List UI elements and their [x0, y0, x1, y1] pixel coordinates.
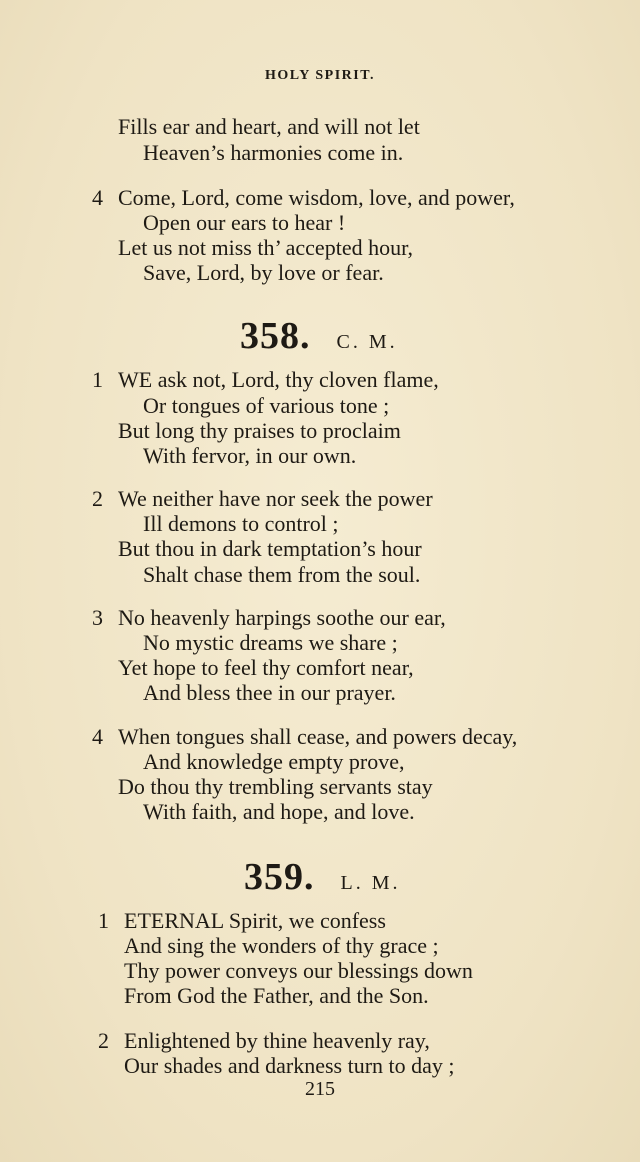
running-head: HOLY SPIRIT.: [264, 68, 376, 83]
verse-number: 3: [92, 605, 103, 630]
verse-line: Thy power conveys our blessings down: [124, 958, 473, 983]
page-number: 215: [305, 1078, 335, 1100]
verse-line: Enlightened by thine heavenly ray,: [124, 1028, 430, 1053]
verse-line: And sing the wonders of thy grace ;: [124, 933, 439, 958]
verse-line: ETERNAL Spirit, we confess: [124, 908, 386, 933]
verse-number: 4: [92, 724, 103, 749]
verse-number: 1: [92, 367, 103, 392]
verse-number: 4: [92, 185, 103, 210]
verse-line: And bless thee in our prayer.: [143, 680, 396, 705]
verse-line: Fills ear and heart, and will not let: [118, 114, 420, 139]
verse-line: From God the Father, and the Son.: [124, 983, 429, 1008]
hymn-heading-359: [244, 855, 401, 899]
verse-line: Our shades and darkness turn to day ;: [124, 1053, 455, 1078]
verse-line: Heaven’s harmonies come in.: [143, 140, 404, 165]
hymn-number: 359.: [244, 856, 315, 898]
verse-line: With faith, and hope, and love.: [143, 799, 415, 824]
verse-line: WE ask not, Lord, thy cloven flame,: [118, 367, 439, 392]
verse-line: We neither have nor seek the power: [118, 486, 433, 511]
verse-number: 2: [92, 486, 103, 511]
verse-line: Or tongues of various tone ;: [143, 393, 390, 418]
hymn-meter: C. M.: [336, 331, 398, 353]
verse-line: Yet hope to feel thy comfort near,: [118, 655, 414, 680]
verse-line: No heavenly harpings soothe our ear,: [118, 605, 446, 630]
verse-line: No mystic dreams we share ;: [143, 630, 398, 655]
verse-number: 1: [98, 908, 109, 933]
verse-line: Open our ears to hear !: [143, 210, 346, 235]
hymn-meter: L. M.: [340, 872, 401, 894]
verse-line: Let us not miss th’ accepted hour,: [118, 235, 414, 260]
verse-line: Save, Lord, by love or fear.: [143, 260, 384, 285]
verse-line: Shalt chase them from the soul.: [143, 562, 421, 587]
verse-line: Ill demons to control ;: [143, 511, 339, 536]
verse-number: 2: [98, 1028, 109, 1053]
verse-line: And knowledge empty prove,: [143, 749, 405, 774]
verse-line: But thou in dark temptation’s hour: [118, 536, 422, 561]
verse-line: With fervor, in our own.: [143, 443, 357, 468]
verse-line: But long thy praises to proclaim: [118, 418, 401, 443]
hymn-number: 358.: [240, 315, 311, 357]
verse-line: Do thou thy trembling servants stay: [118, 774, 433, 799]
verse-line: Come, Lord, come wisdom, love, and power,: [118, 185, 515, 210]
verse-line: When tongues shall cease, and powers decay,: [118, 724, 518, 749]
hymn-heading-358: [240, 314, 398, 358]
